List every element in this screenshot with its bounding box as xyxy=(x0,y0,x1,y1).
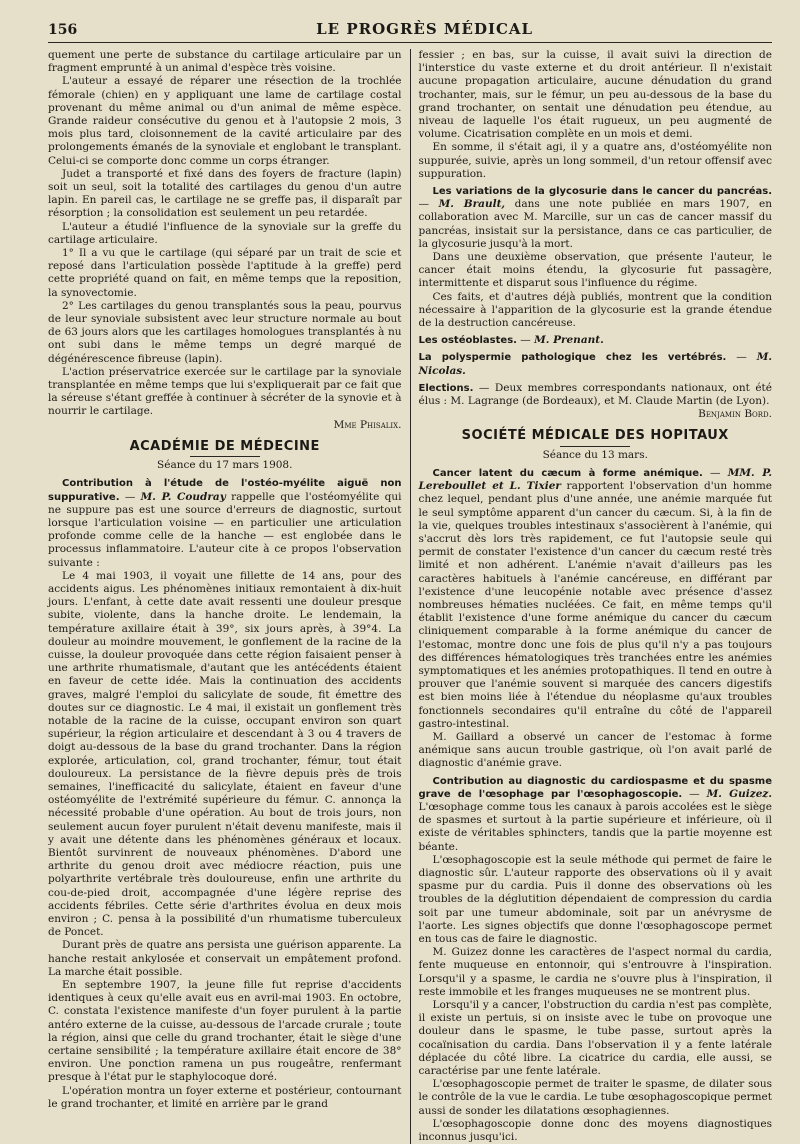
author-name: M. Guizez. xyxy=(706,787,772,800)
divider xyxy=(190,456,260,457)
article-heading: Les ostéoblastes. xyxy=(418,335,517,347)
author-name: M. Brault, xyxy=(438,198,506,211)
divider xyxy=(560,446,630,447)
signature: Mme Phisalix. xyxy=(333,418,402,431)
paragraph: Lorsqu'il y a cancer, l'obstruction du cardia n'est pas complète, il existe un pertuis, si on insiste avec le tube on provoque une douleur dans le spasme, le tube passe, surtout après la cocaïnisation du cardia. Dans l'observation il y a fente latérale déplacée du côté libre. La cicatrice du cardia, elle aussi, se caractérise par une fente latérale. xyxy=(418,999,772,1078)
left-column: quement une perte de substance du cartilage articulaire par un fragment emprunté à un animal d'espèce très voisine. L'auteur a essayé de réparer une résection de la trochlée fémorale (chien) en y appliquant une lame de cartilage costal provenant du même animal ou d'un animal de même espèce. Grande raideur consécutive du genou et à l'autopsie 2 mois, 3 mois plus tard, cloisonnement de la cavité articulaire par des prolongements émanés de la synoviale et englobant le transplant. Celui-ci se comporte donc comme un corps étranger. Judet a transporté et fixé dans des foyers de fracture (lapin) soit un seul, soit la totalité des cartilages du genou d'un autre lapin. En pareil cas, le cartilage ne se greffe pas, il disparaît par résorption ; la consolidation est seulement un peu retardée. L'auteur a étudié l'influence de la synoviale sur la greffe du cartilage articulaire. 1° Il a vu que le cartilage (qui séparé par un trait de scie et reposé dans l'articulation possède l'aptitude à la greffe) perd cette propriété quand on fait, en même temps que la reposition, la synovectomie. 2° Les cartilages du genou transplantés sous la peau, pourvus de leur synoviale subsistent avec leur structure normale au bout de 63 jours alors que les cartilages homologues transplantés à nu ont subi dans le même temps un degré marqué de dégénérescence fibreuse (lapin). L'action préservatrice exercée sur le cartilage par la synoviale transplantée en même temps que lui s'expliquerait par ce fait que la séreuse s'étant greffée à continuer à sécréter de la synovie et à nourrir le cartilage. Mme Phisalix. ACADÉMIE DE MÉDECINE Séance du 17 mars 1908. Contribution à l'étude de l'ostéo-myélite aiguë non suppurative. — M. P. Coudray rappelle que l'ostéomyélite qui ne suppure pas est une source d'erreurs de diagnostic, surtout lorsque l'articulation voisine — en particulier une articulation profonde comme celle de la hanche — est englobée dans le processus inflammatoire. L'auteur cite à ce propos l'observation suivante : Le 4 mai 1903, il voyait une fillette de 14 ans, pour des accidents aigus. Les phénomènes initiaux remontaient à dix-huit jours. L'enfant, à cette date avait ressenti une douleur presque subite, violente, dans la hanche droite. Le lendemain, la température axillaire était à 39°, six jours après, à 39°4. La douleur au moindre mouvement, le gonflement de la racine de la cuisse, la douleur provoquée dans cette région faisaient penser à une arthrite rhumatismale, d'autant que les antécédents étaient en faveur de cette idée. Mais la continuation des accidents graves, malgré l'emploi du salicylate de soude, fit émettre des doutes sur ce diagnostic. Le 4 mai, il existait un gonflement très notable de la racine de la cuisse, occupant environ son quart supérieur, la région articulaire et descendant à 3 ou 4 travers de doigt au-dessous de la base du grand trochanter. Dans la région explorée, articulation, col, grand trochanter, fémur, tout était douloureux. La persistance de la fièvre depuis près de trois semaines, l'inefficacité du salicylate, étaient en faveur d'une ostéomyélite de l'extrémité supérieure du fémur. C. annonça la nécessité probable d'une opération. Au bout de trois jours, non seulement aucun foyer purulent n'était devenu manifeste, mais il y avait une détente dans les phénomènes généraux et locaux. Bientôt survinrent de nouveaux phénomènes. D'abord une arthrite du genou droit avec médiocre réaction, puis une polyarthrite vertébrale très douloureuse, enfin une arthrite du cou-de-pied droit, accompagnée d'une légère reprise des accidents fébriles. Cette série d'arthrites évolua en deux mois environ ; C. pensa à la possibilité d'un rhumatisme tuberculeux de Poncet. Durant près de quatre ans persista une guérison apparente. La hanche restait ankylosée et conservait un empâtement profond. La marche était possible. En septembre 1907, la jeune fille fut reprise d'accidents identiques à ceux qu'elle avait eus en avril-mai 1903. En octobre, C. constata l'existence manifeste d'un foyer purulent à la partie antéro externe de la cuisse, au-dessous de l'arcade crurale ; toute la région, ainsi que celle du grand trochanter, était le siège d'une certaine sensibilité ; la température axillaire était encore de 38° environ. Une ponction ramena un pus rougeâtre, renfermant presque à l'état pur le staphylocoque doré. L'opération montra un foyer externe et postérieur, contournant le grand trochanter, et limité en arrière par le grand xyxy=(48,49,402,1110)
article-heading: Cancer latent du cæcum à forme anémique. xyxy=(432,467,703,479)
section-title: ACADÉMIE DE MÉDECINE xyxy=(129,438,320,454)
page-header xyxy=(48,20,772,43)
paragraph: En somme, il s'était agi, il y a quatre ans, d'ostéomyélite non suppurée, suivie, après un long sommeil, d'un retour offensif avec suppuration. xyxy=(418,141,772,180)
paragraph: M. Gaillard a observé un cancer de l'estomac à forme anémique sans aucun trouble gastrique, où l'on avait parlé de diagnostic d'anémie grave. xyxy=(418,730,772,770)
session-date: Séance du 13 mars. xyxy=(542,448,648,461)
page-number: 156 xyxy=(48,22,78,38)
author-name: M. Prenant. xyxy=(534,334,604,347)
section-title: SOCIÉTÉ MÉDICALE DES HOPITAUX xyxy=(461,428,729,444)
paragraph: L'opération montra un foyer externe et postérieur, contournant le grand trochanter, et limité en arrière par le grand xyxy=(48,1084,402,1110)
author-name: M. Nicolas. xyxy=(418,351,773,377)
article-columns xyxy=(48,49,772,1144)
paragraph: L'œsophage comme tous les canaux à parois accolées est le siège de spasmes et surtout à la partie supérieure et inférieure, où il existe de véritables sphincters, tandis que la partie moyenne est béante. xyxy=(418,800,772,853)
article-heading: La polyspermie pathologique chez les vertébrés. xyxy=(418,352,727,364)
author-name: M. P. Coudray xyxy=(140,490,226,503)
article-heading: Contribution à l'étude de l'ostéo-myélite aiguë non suppurative. xyxy=(48,478,402,503)
paragraph: M. Guizez donne les caractères de l'aspect normal du cardia, fente muqueuse en entonnoir, qui s'entrouvre à l'inspiration. Lorsqu'il y a spasme, le cardia ne s'ouvre plus à l'inspiration, il reste immobile et les franges muqueuses ne se montrent plus. xyxy=(418,946,772,998)
paragraph: fessier ; en bas, sur la cuisse, il avait suivi la direction de l'interstice du vaste externe et du droit antérieur. Il n'existait aucune propagation articulaire, aucune dénudation du grand trochanter, mais, sur le fémur, un peu au-dessous de la base du grand trochanter, on sentait une dénudation peu étendue, au niveau de laquelle l'os était rugueux, un peu augmenté de volume. Cicatrisation complète en un mois et demi. xyxy=(418,49,772,141)
paragraph: L'action préservatrice exercée sur le cartilage par la synoviale transplantée en même temps que lui s'expliquerait par ce fait que la séreuse s'étant greffée à continuer à sécréter de la synovie et à nourrir le cartilage. xyxy=(48,365,402,418)
author-name: MM. P. Lereboullet et L. Tixier xyxy=(418,466,773,493)
paragraph: Ces faits, et d'autres déjà publiés, montrent que la condition nécessaire à l'apparition de la glycosurie est la grande étendue de la destruction cancéreuse. xyxy=(418,290,772,330)
paragraph: L'auteur a étudié l'influence de la synoviale sur la greffe du cartilage articulaire. xyxy=(48,220,402,246)
session-date: Séance du 17 mars 1908. xyxy=(157,459,293,472)
signature: Benjamin Bord. xyxy=(698,408,772,421)
paragraph: quement une perte de substance du cartilage articulaire par un fragment emprunté à un animal d'espèce très voisine. xyxy=(48,49,402,75)
paragraph: Judet a transporté et fixé dans des foyers de fracture (lapin) soit un seul, soit la totalité des cartilages du genou d'un autre lapin. En pareil cas, le cartilage ne se greffe pas, il disparaît par résorption ; la consolidation est seulement un peu retardée. xyxy=(48,167,402,220)
paragraph: Dans une deuxième observation, que présente l'auteur, le cancer était moins étendu, la glycosurie fut passagère, intermittente et disparut sous l'influence du régime. xyxy=(418,251,772,290)
article-heading: Contribution au diagnostic du cardiospasme et du spasme grave de l'œsophage par l'œsophagoscopie. xyxy=(418,775,772,800)
article-heading: Les variations de la glycosurie dans le cancer du pancréas. xyxy=(432,186,772,198)
paragraph: En septembre 1907, la jeune fille fut reprise d'accidents identiques à ceux qu'elle avait eus en avril-mai 1903. En octobre, C. constata l'existence manifeste d'un foyer purulent à la partie antéro externe de la cuisse, au-dessous de l'arcade crurale ; toute la région, ainsi que celle du grand trochanter, était le siège d'une certaine sensibilité ; la température axillaire était encore de 38° environ. Une ponction ramena un pus rougeâtre, renfermant presque à l'état pur le staphylocoque doré. xyxy=(48,979,402,1084)
paragraph: 1° Il a vu que le cartilage (qui séparé par un trait de scie et reposé dans l'articulation possède l'aptitude à la greffe) perd cette propriété quand on fait, en même temps que la reposition, la synovectomie. xyxy=(48,247,402,299)
paragraph: Le 4 mai 1903, il voyait une fillette de 14 ans, pour des accidents aigus. Les phénomènes initiaux remontaient à dix-huit jours. L'enfant, à cette date avait ressenti une douleur presque subite, violente, dans la hanche droite. Le lendemain, la température axillaire était à 39°, six jours après, à 39°4. La douleur au moindre mouvement, le gonflement de la racine de la cuisse, la douleur provoquée dans cette région faisaient penser à une arthrite rhumatismale, d'autant que les antécédents étaient en faveur de cette idée. Mais la continuation des accidents graves, malgré l'emploi du salicylate de soude, fit émettre des doutes sur ce diagnostic. Le 4 mai, il existait un gonflement très notable de la racine de la cuisse, occupant environ son quart supérieur, la région articulaire et descendant à 3 ou 4 travers de doigt au-dessous de la base du grand trochanter. Dans la région explorée, articulation, col, grand trochanter, fémur, tout était douloureux. La persistance de la fièvre depuis près de trois semaines, l'inefficacité du salicylate, étaient en faveur d'une ostéomyélite de l'extrémité supérieure du fémur. C. annonça la nécessité probable d'une opération. Au bout de trois jours, non seulement aucun foyer purulent n'était devenu manifeste, mais il y avait une détente dans les phénomènes généraux et locaux. Bientôt survinrent de nouveaux phénomènes. D'abord une arthrite du genou droit avec médiocre réaction, puis une polyarthrite vertébrale très douloureuse, enfin une arthrite du cou-de-pied droit, accompagnée d'une légère reprise des accidents fébriles. Cette série d'arthrites évolua en deux mois environ ; C. pensa à la possibilité d'un rhumatisme tuberculeux de Poncet. xyxy=(48,569,402,939)
paragraph: Durant près de quatre ans persista une guérison apparente. La hanche restait ankylosée et conservait un empâtement profond. La marche était possible. xyxy=(48,939,402,978)
paragraph: L'œsophagoscopie donne donc des moyens diagnostiques inconnus jusqu'ici. xyxy=(418,1117,772,1144)
paragraph: L'œsophagoscopie est la seule méthode qui permet de faire le diagnostic sûr. L'auteur rapporte des observations où il y avait spasme pur du cardia. Puis il donne des observations où les troubles de la déglutition dépendaient de compression du cardia soit par une tumeur abdominale, soit par un anévrysme de l'aorte. Les signes objectifs que donne l'œsophagoscope permet en tous cas de faire le diagnostic. xyxy=(418,853,772,945)
paragraph: rapportent l'observation d'un homme chez lequel, pendant plus d'une année, une anémie marquée fut le seul symptôme apparent d'un cancer du cæcum. Si, à la fin de la vie, quelques troubles intestinaux s'associèrent à l'anémie, qui s'accrut dès lors très rapidement, ce fut l'autopsie seule qui permit de constater l'existence d'un cancer du cæcum resté très limité et non adhérent. L'anémie n'avait d'ailleurs pas les caractères habituels à l'anémie cancéreuse, en différant par l'existence d'une leucopénie notable avec présence d'assez nombreuses hématies nucléées. Ce fait, en même temps qu'il établit l'existence d'une forme anémique du cancer du cæcum cliniquement comparable à la forme anémique du cancer de l'estomac, montre donc une fois de plus qu'il n'y a pas toujours des différences hématologiques très tranchées entre les anémies symptomatiques et les anémies protopathiques. Il tend en outre à prouver que l'anémie souvent si marquée des cancers digestifs est bien moins liée à l'étendue du néoplasme qu'aux troubles fonctionnels secondaires qu'il entraîne du côté de l'appareil gastro-intestinal. xyxy=(418,480,772,730)
paragraph: rappelle que l'ostéomyélite qui ne suppure pas est une source d'erreurs de diagnostic, surtout lorsque l'articulation voisine — en particulier une articulation profonde comme celle de la hanche — est englobée dans le processus inflammatoire. L'auteur cite à ce propos l'observation suivante : xyxy=(48,490,402,569)
paragraph: L'auteur a essayé de réparer une résection de la trochlée fémorale (chien) en y appliquant une lame de cartilage costal provenant du même animal ou d'un animal de même espèce. Grande raideur consécutive du genou et à l'autopsie 2 mois, 3 mois plus tard, cloisonnement de la cavité articulaire par des prolongements émanés de la synoviale et englobant le transplant. Celui-ci se comporte donc comme un corps étranger. xyxy=(48,75,402,167)
right-column: fessier ; en bas, sur la cuisse, il avait suivi la direction de l'interstice du vaste externe et du droit antérieur. Il n'existait aucune propagation articulaire, aucune dénudation du grand trochanter, mais, sur le fémur, un peu au-dessous de la base du grand trochanter, on sentait une dénudation peu étendue, au niveau de laquelle l'os était rugueux, un peu augmenté de volume. Cicatrisation complète en un mois et demi. En somme, il s'était agi, il y a quatre ans, d'ostéomyélite non suppurée, suivie, après un long sommeil, d'un retour offensif avec suppuration. Les variations de la glycosurie dans le cancer du pancréas. — M. Brault, dans une note publiée en mars 1907, en collaboration avec M. Marcille, sur un cas de cancer massif du pancréas, insistait sur la persistance, dans ce cas particulier, de la glycosurie jusqu'à la mort. Dans une deuxième observation, que présente l'auteur, le cancer était moins étendu, la glycosurie fut passagère, intermittente et disparut sous l'influence du régime. Ces faits, et d'autres déjà publiés, montrent que la condition nécessaire à l'apparition de la glycosurie est la grande étendue de la destruction cancéreuse. Les ostéoblastes. — M. Prenant. La polyspermie pathologique chez les vertébrés. — M. Nicolas. Elections. — Deux membres correspondants nationaux, ont été élus : M. Lagrange (de Bordeaux), et M. Claude Martin (de Lyon). Benjamin Bord. SOCIÉTÉ MÉDICALE DES HOPITAUX Séance du 13 mars. Cancer latent du cæcum à forme anémique. — MM. P. Lereboullet et L. Tixier rapportent l'observation d'un homme chez lequel, pendant plus d'une année, une anémie marquée fut le seul symptôme apparent d'un cancer du cæcum. Si, à la fin de la vie, quelques troubles intestinaux s'associèrent à l'anémie, qui s'accrut dès lors très rapidement, ce fut l'autopsie seule qui permit de constater l'existence d'un cancer du cæcum resté très limité et non adhérent. L'anémie n'avait d'ailleurs pas les caractères habituels à l'anémie cancéreuse, en différant par l'existence d'une leucopénie notable avec présence d'assez nombreuses hématies nucléées. Ce fait, en même temps qu'il établit l'existence d'une forme anémique du cancer du cæcum cliniquement comparable à la forme anémique du cancer de l'estomac, montre donc une fois de plus qu'il n'y a pas toujours des différences hématologiques très tranchées entre les anémies symptomatiques et les anémies protopathiques. Il tend en outre à prouver que l'anémie souvent si marquée des cancers digestifs est bien moins liée à l'étendue du néoplasme qu'aux troubles fonctionnels secondaires qu'il entraîne du côté de l'appareil gastro-intestinal. M. Gaillard a observé un cancer de l'estomac à forme anémique sans aucun trouble gastrique, où l'on avait parlé de diagnostic d'anémie grave. Contribution au diagnostic du cardiospasme et du spasme grave de l'œsophage par l'œsophagoscopie. — M. Guizez. L'œsophage comme tous les canaux à parois accolées est le siège de spasmes et surtout à la partie supérieure et inférieure, où il existe de véritables sphincters, tandis que la partie moyenne est béante. L'œsophagoscopie est la seule méthode qui permet de faire le diagnostic sûr. L'auteur rapporte des observations où il y avait spasme pur du cardia. Puis il donne des observations où les troubles de la déglutition dépendaient de compression du cardia soit par une tumeur abdominale, soit par un anévrysme de l'aorte. Les signes objectifs que donne l'œsophagoscope permet en tous cas de faire le diagnostic. M. Guizez donne les caractères de l'aspect normal du cardia, fente muqueuse en entonnoir, qui s'entrouvre à l'inspiration. Lorsqu'il y a spasme, le cardia ne s'ouvre plus à l'inspiration, il reste immobile et les franges muqueuses ne se montrent plus. Lorsqu'il y a cancer, l'obstruction du cardia n'est pas complète, il existe un pertuis, si on insiste avec le tube on provoque une douleur dans le spasme, le tube passe, surtout après la cocaïnisation du cardia. Dans l'observation il y a fente latérale déplacée du côté libre. La cicatrice du cardia, elle aussi, se caractérise par une fente latérale. L'œsophagoscopie permet de traiter le spasme, de dilater sous le contrôle de la vue le cardia. Le tube œsophagoscopique permet aussi de sonder les dilatations œsophagiennes. L'œsophagoscopie donne donc des moyens diagnostiques inconnus jusqu'ici. xyxy=(410,49,773,1144)
paragraph: L'œsophagoscopie permet de traiter le spasme, de dilater sous le contrôle de la vue le cardia. Le tube œsophagoscopique permet aussi de sonder les dilatations œsophagiennes. xyxy=(418,1078,772,1117)
article-heading: Elections. xyxy=(418,382,474,394)
journal-title: LE PROGRÈS MÉDICAL xyxy=(316,20,534,38)
paragraph: Deux membres correspondants nationaux, ont été élus : M. Lagrange (de Bordeaux), et M. Claude Martin (de Lyon). xyxy=(418,381,772,408)
paragraph: dans une note publiée en mars 1907, en collaboration avec M. Marcille, sur un cas de cancer massif du pancréas, insistait sur la persistance, dans ce cas particulier, de la glycosurie jusqu'à la mort. xyxy=(418,198,773,250)
paragraph: 2° Les cartilages du genou transplantés sous la peau, pourvus de leur synoviale subsistent avec leur structure normale au bout de 63 jours alors que les cartilages homologues transplantés à nu ont subi dans le même temps un degré marqué de dégénérescence fibreuse (lapin). xyxy=(48,299,402,365)
